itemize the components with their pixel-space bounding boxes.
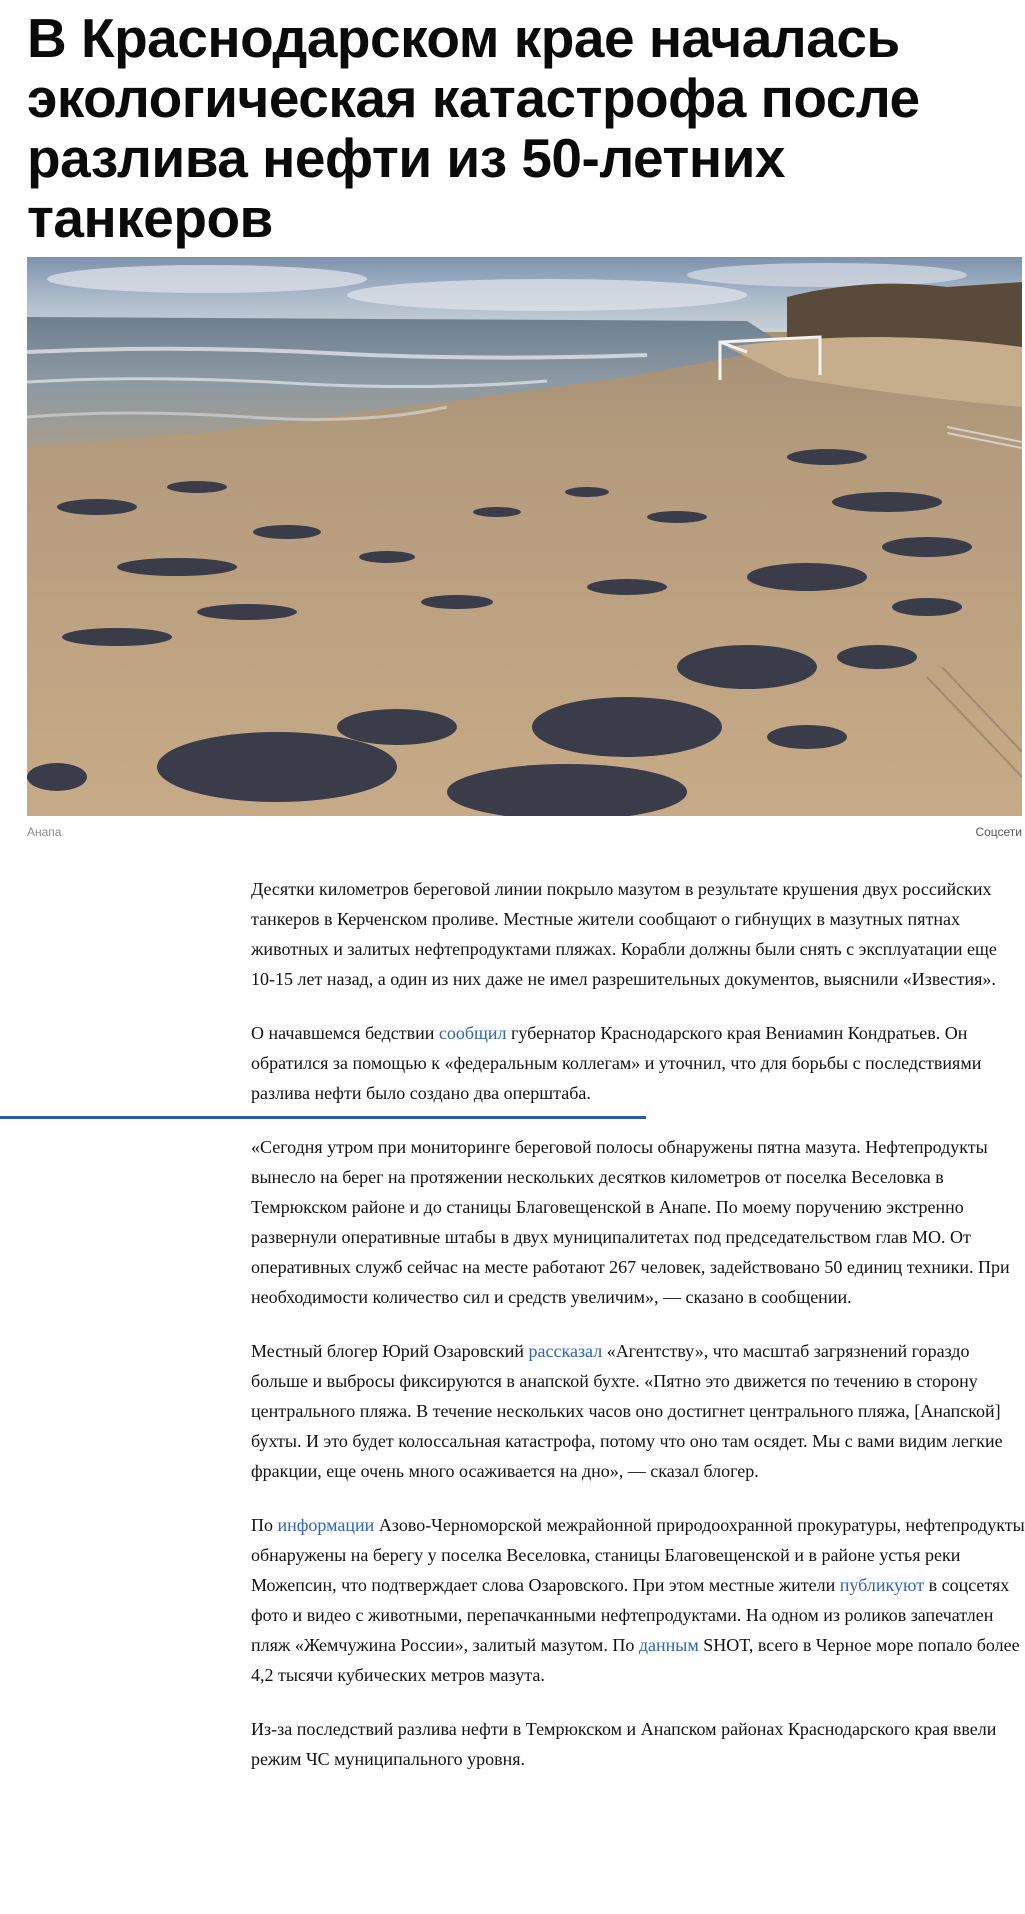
paragraph-text: По: [251, 1515, 278, 1535]
article-paragraph: [251, 874, 1025, 994]
article-link[interactable]: информации: [277, 1515, 375, 1535]
article-link[interactable]: публикуют: [839, 1575, 925, 1595]
photo-credit: Соцсети: [975, 825, 1022, 839]
paragraph-text: Десятки километров береговой линии покрыло мазутом в результате крушения двух российских танкеров в Керченском проливе. Местные жители сообщают о гибнущих в мазутных пятнах животных и залитых нефтепродуктами пляжах. Корабли должны были снять с эксплуатации еще 10-15 лет назад, а один из них даже не имел разрешительных документов, выяснили «Известия».: [251, 879, 997, 989]
paragraph-text: «Агентству», что масштаб загрязнений гораздо больше и выбросы фиксируются в анапской бухте. «Пятно это движется по течению в сторону центрального пляжа. В течение нескольких часов оно достигнет центрального пляжа, [Анапской] бухты. И это будет колоссальная катастрофа, потому что оно там осядет. Мы с вами видим легкие фракции, еще очень много осаживается на дно», — сказал блогер.: [251, 1341, 1003, 1481]
article-paragraph: [251, 1132, 1025, 1312]
paragraph-text: Азово-Черноморской межрайонной природоохранной прокуратуры, нефтепродукты обнаружены на берегу у поселка Веселовка, станицы Благовещенской и в районе устья реки Можепсин, что подтверждает слова Озаровского. При этом местные жители: [251, 1515, 1025, 1595]
article-link[interactable]: сообщил: [438, 1023, 507, 1043]
article-headline: В Краснодарском крае началась экологическая катастрофа после разлива нефти из 50-летних танкеров: [27, 7, 920, 249]
article-link[interactable]: рассказал: [528, 1341, 603, 1361]
article-paragraph: [251, 1336, 1025, 1486]
article-photo: [27, 257, 1022, 816]
article-paragraph: [251, 1714, 1025, 1774]
paragraph-text: Из-за последствий разлива нефти в Темрюкском и Анапском районах Краснодарского края ввели режим ЧС муниципального уровня.: [251, 1719, 997, 1769]
article-paragraph: [251, 1510, 1025, 1690]
paragraph-text: «Сегодня утром при мониторинге береговой полосы обнаружены пятна мазута. Нефтепродукты вынесло на берег на протяжении нескольких десятков километров от поселка Веселовка в Темрюкском районе и до станицы Благовещенской в Анапе. По моему поручению экстренно развернули оперативные штабы в двух муниципалитетах под председательством глав МО. От оперативных служб сейчас на месте работают 267 человек, задействовано 50 единиц техники. При необходимости количество сил и средств увеличим», — сказано в сообщении.: [251, 1137, 1010, 1307]
photo-caption: Анапа: [27, 825, 62, 839]
article-paragraph: [251, 1018, 1025, 1108]
paragraph-text: Местный блогер Юрий Озаровский: [251, 1341, 529, 1361]
article-body: [251, 874, 1025, 1798]
article-link[interactable]: данным: [638, 1635, 699, 1655]
paragraph-text: SHOT, всего в Черное море попало более 4,2 тысячи кубических метров мазута.: [251, 1635, 1020, 1685]
paragraph-text: в соцсетях фото и видео с животными, перепачканными нефтепродуктами. На одном из роликов запечатлен пляж «Жемчужина России», залитый мазутом. По: [251, 1575, 1010, 1655]
paragraph-text: губернатор Краснодарского края Вениамин Кондратьев. Он обратился за помощью к «федеральным коллегам» и уточнил, что для борьбы с последствиями разлива нефти было создано два оперштаба.: [251, 1023, 982, 1103]
paragraph-text: О начавшемся бедствии: [251, 1023, 439, 1043]
